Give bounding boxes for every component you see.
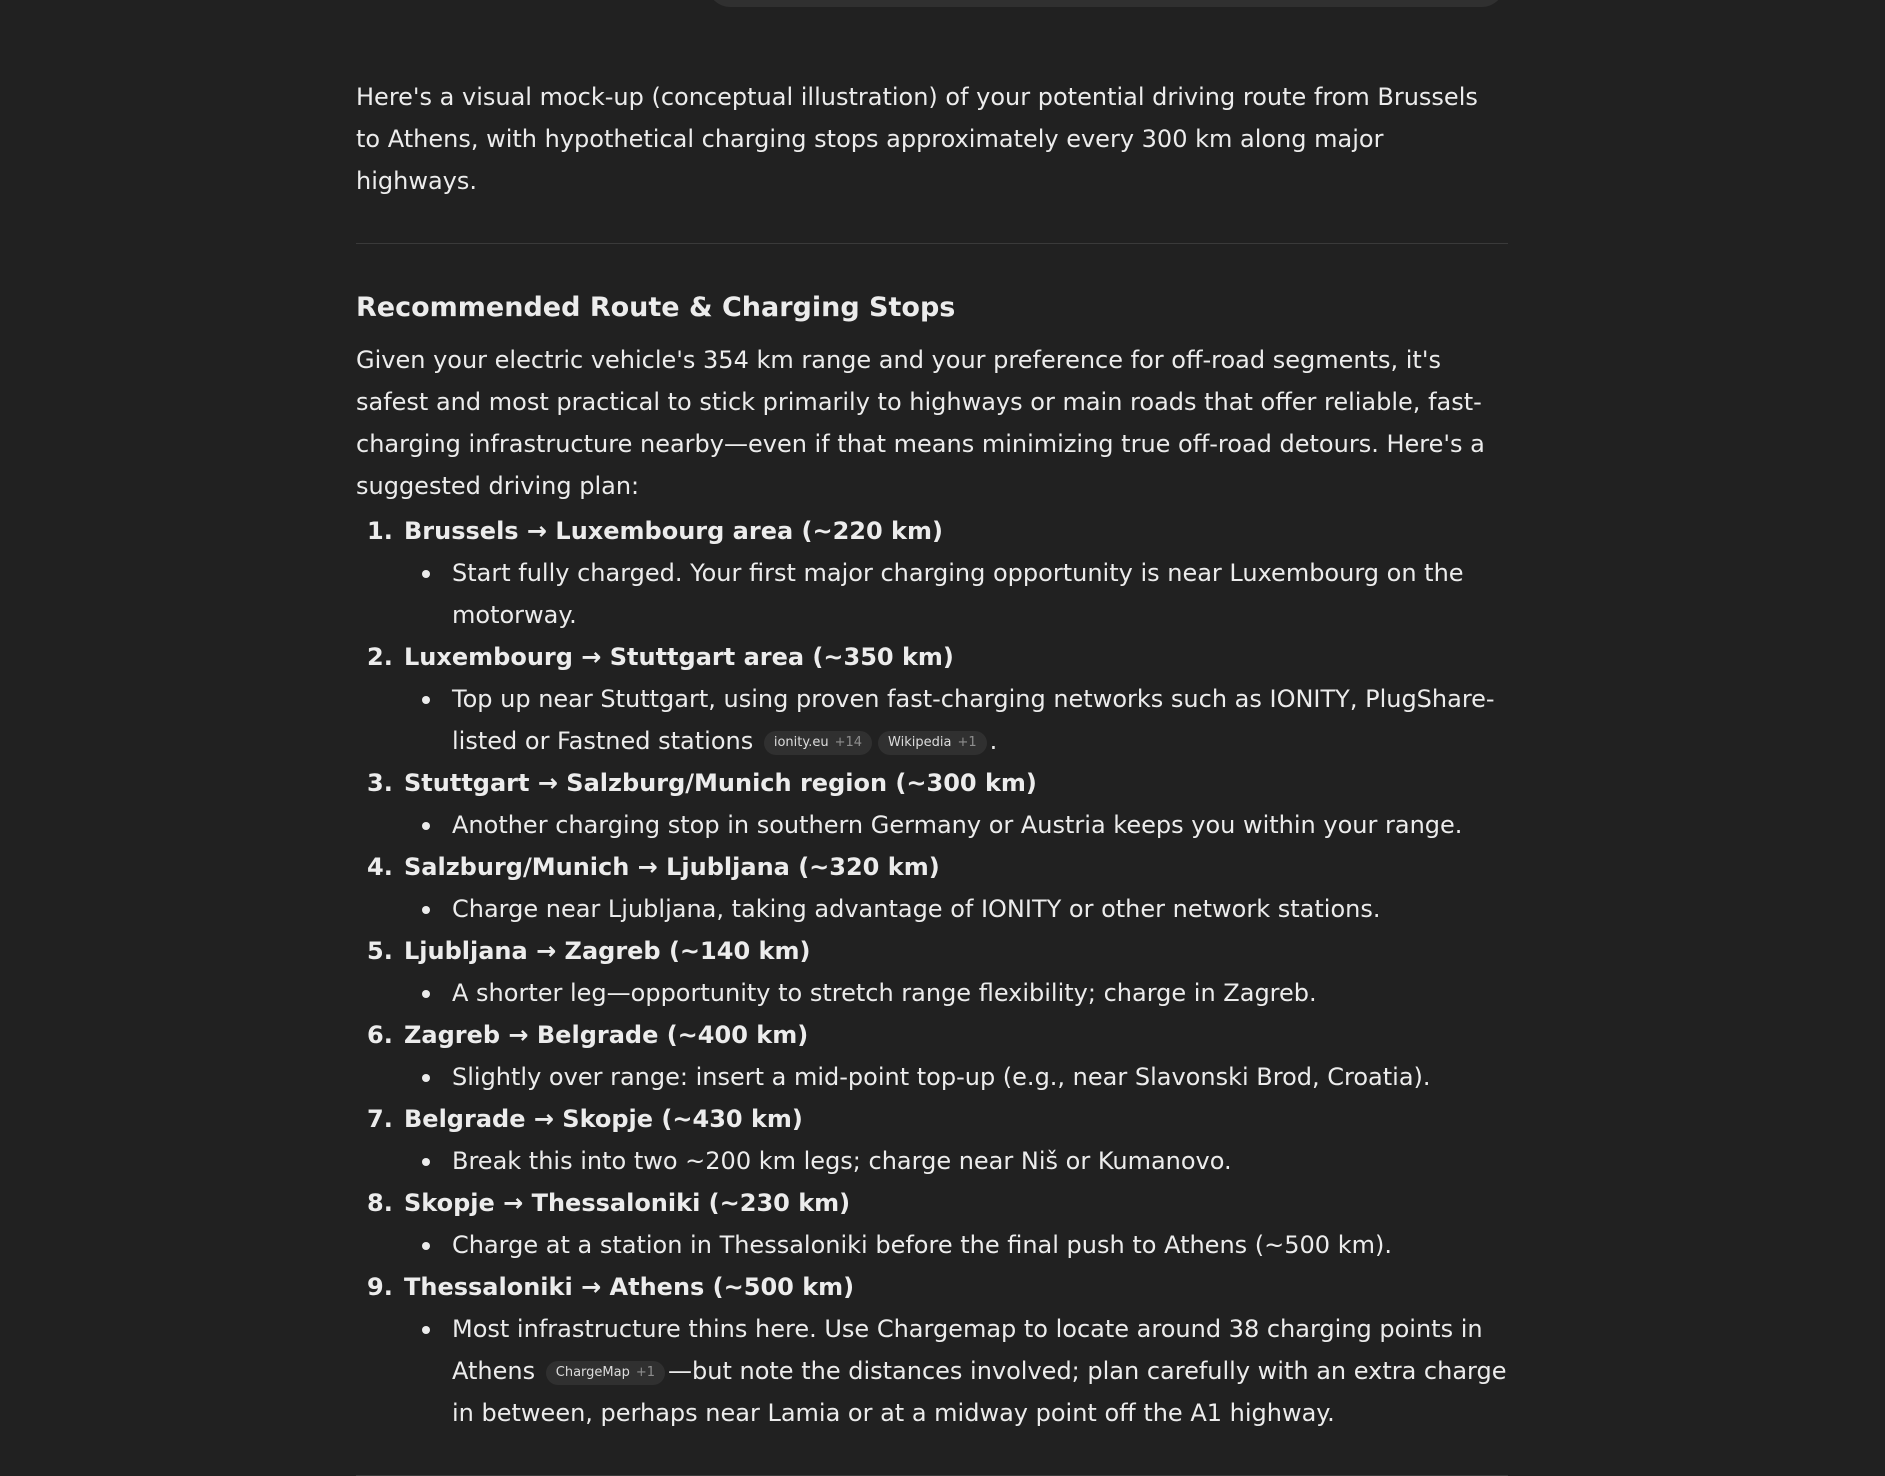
bullet-icon <box>422 906 430 914</box>
bullet-icon <box>422 570 430 578</box>
route-step <box>356 930 1508 1014</box>
step-detail: Top up near Stuttgart, using proven fast-charging networks such as IONITY, PlugShare-listed or Fastned stations ionity.eu +14 Wikipedia +1 . <box>404 678 1508 762</box>
step-number: 6. <box>367 1021 393 1049</box>
citation-pill-wikipedia[interactable]: Wikipedia +1 <box>878 731 987 755</box>
route-step <box>356 1014 1508 1098</box>
bullet-icon <box>422 822 430 830</box>
step-number: 8. <box>367 1189 393 1217</box>
route-step <box>356 1098 1508 1182</box>
step-number: 2. <box>367 643 393 671</box>
step-number: 3. <box>367 769 393 797</box>
step-title: Stuttgart → Salzburg/Munich region (~300 km) <box>404 769 1037 797</box>
step-title: Brussels → Luxembourg area (~220 km) <box>404 517 943 545</box>
bullet-icon <box>422 696 430 704</box>
step-number: 5. <box>367 937 393 965</box>
step-title: Salzburg/Munich → Ljubljana (~320 km) <box>404 853 940 881</box>
bullet-icon <box>422 1242 430 1250</box>
step-title: Belgrade → Skopje (~430 km) <box>404 1105 803 1133</box>
citation-pill-ionity[interactable]: ionity.eu +14 <box>764 731 872 755</box>
step-detail: Another charging stop in southern Germany or Austria keeps you within your range. <box>404 804 1508 846</box>
route-step <box>356 762 1508 846</box>
previous-message-bubble <box>707 0 1505 7</box>
intro-paragraph: Here's a visual mock-up (conceptual illustration) of your potential driving route from Brussels to Athens, with hypothetical charging stops approximately every 300 km along major highways. <box>356 83 1478 195</box>
step-detail: Most infrastructure thins here. Use Chargemap to locate around 38 charging points in Athens ChargeMap +1 —but note the distances involved; plan carefully with an extra charge in between, perhaps near Lamia or at a midway point off the A1 highway. <box>404 1308 1508 1434</box>
bullet-icon <box>422 1074 430 1082</box>
route-step <box>356 846 1508 930</box>
route-step <box>356 636 1508 762</box>
step-detail: Charge at a station in Thessaloniki before the final push to Athens (~500 km). <box>404 1224 1508 1266</box>
route-steps-list <box>356 510 1508 1434</box>
section-heading: Recommended Route & Charging Stops <box>356 292 956 323</box>
route-step <box>356 510 1508 636</box>
step-title: Thessaloniki → Athens (~500 km) <box>404 1273 855 1301</box>
step-title: Luxembourg → Stuttgart area (~350 km) <box>404 643 954 671</box>
assistant-response <box>356 76 1508 1476</box>
step-detail: Slightly over range: insert a mid-point top-up (e.g., near Slavonski Brod, Croatia). <box>404 1056 1508 1098</box>
divider <box>356 243 1508 244</box>
step-detail: Break this into two ~200 km legs; charge near Niš or Kumanovo. <box>404 1140 1508 1182</box>
bullet-icon <box>422 1158 430 1166</box>
route-step <box>356 1182 1508 1266</box>
step-title: Zagreb → Belgrade (~400 km) <box>404 1021 809 1049</box>
step-number: 1. <box>367 517 393 545</box>
citation-pill-chargemap[interactable]: ChargeMap +1 <box>546 1361 665 1385</box>
step-number: 4. <box>367 853 393 881</box>
step-number: 9. <box>367 1273 393 1301</box>
lead-paragraph: Given your electric vehicle's 354 km range and your preference for off-road segments, it's safest and most practical to stick primarily to highways or main roads that offer reliable, fast-charging infrastructure nearby—even if that means minimizing true off-road detours. Here's a suggested driving plan: <box>356 346 1485 500</box>
step-number: 7. <box>367 1105 393 1133</box>
step-title: Skopje → Thessaloniki (~230 km) <box>404 1189 851 1217</box>
step-detail: Start fully charged. Your first major charging opportunity is near Luxembourg on the motorway. <box>404 552 1508 636</box>
route-step <box>356 1266 1508 1434</box>
step-detail: A shorter leg—opportunity to stretch range flexibility; charge in Zagreb. <box>404 972 1508 1014</box>
step-title: Ljubljana → Zagreb (~140 km) <box>404 937 811 965</box>
bullet-icon <box>422 990 430 998</box>
bullet-icon <box>422 1326 430 1334</box>
step-detail: Charge near Ljubljana, taking advantage of IONITY or other network stations. <box>404 888 1508 930</box>
